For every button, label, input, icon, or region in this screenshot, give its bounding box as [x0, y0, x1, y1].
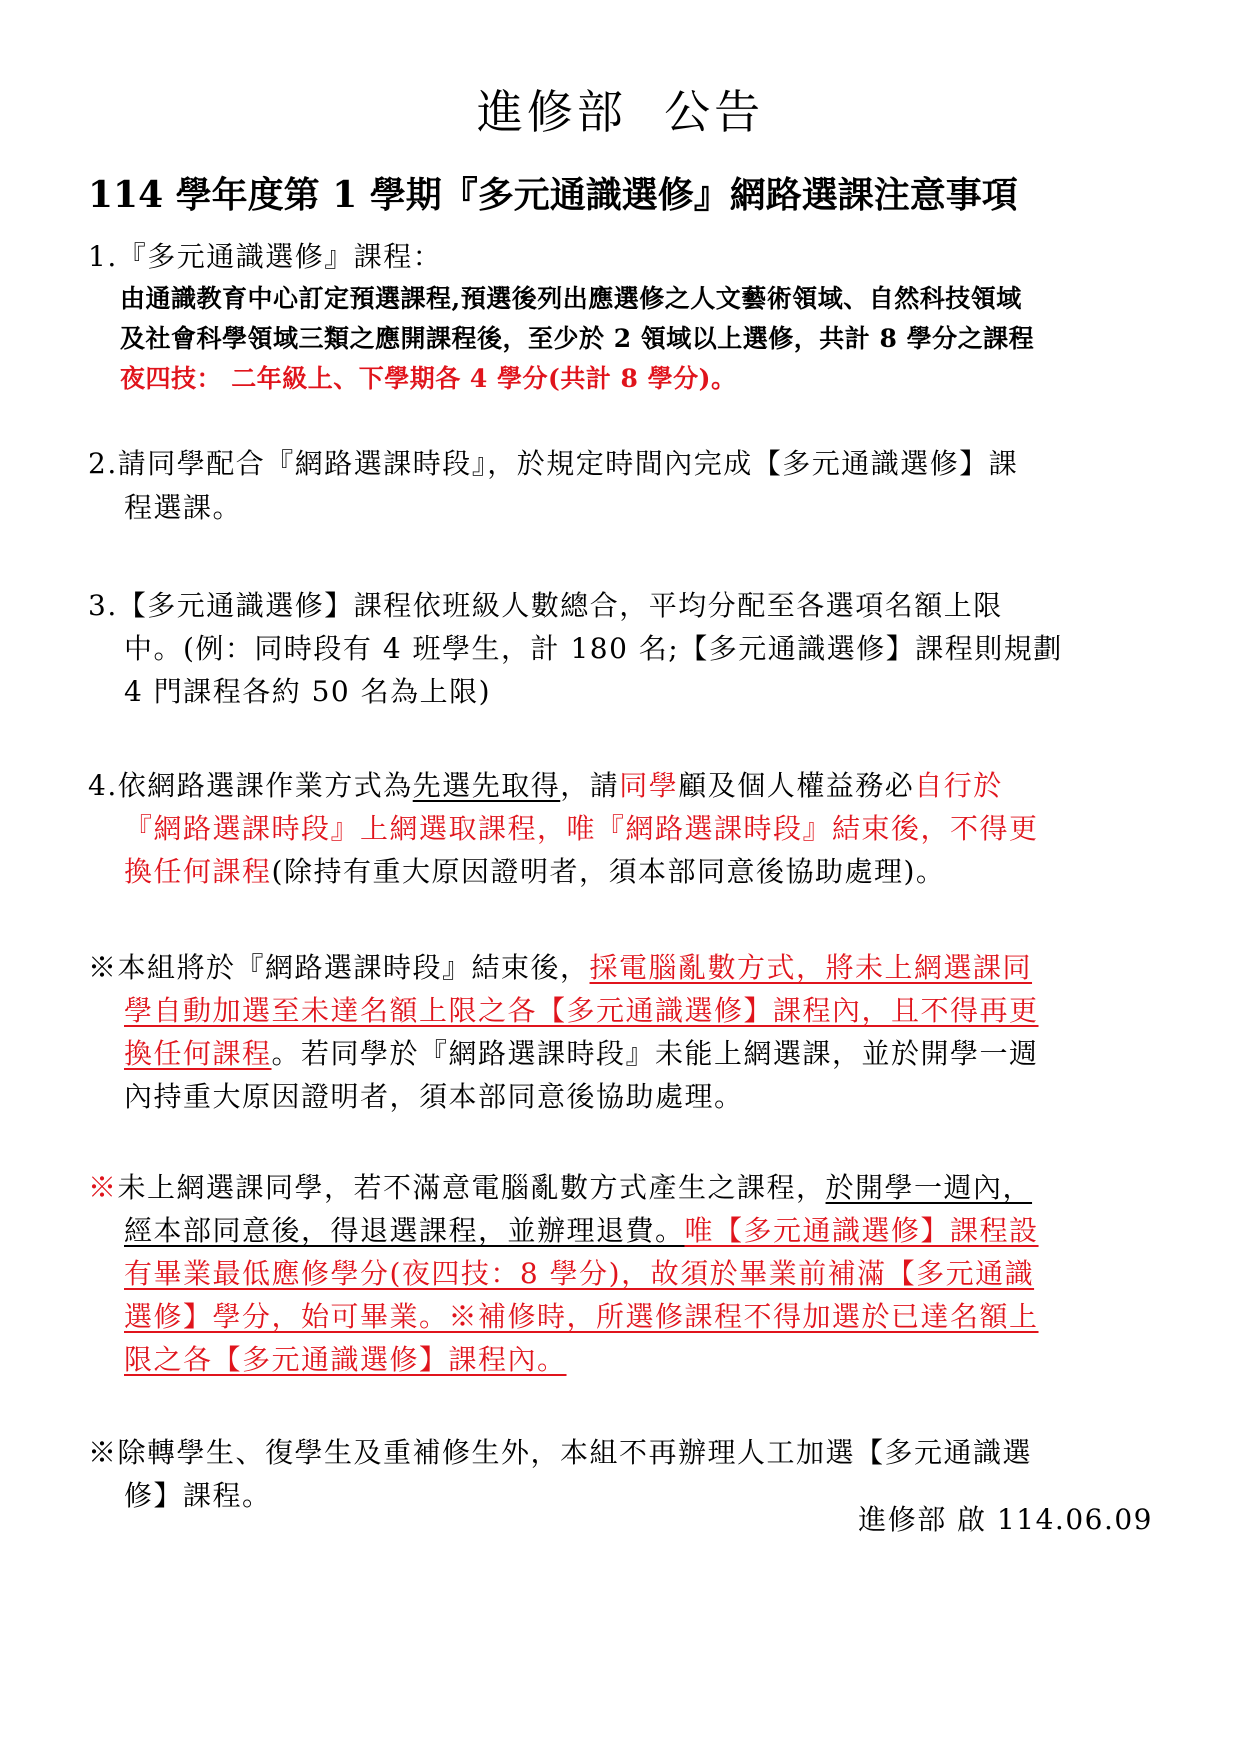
note1-line4: 內持重大原因證明者，須本部同意後協助處理。 — [124, 1080, 744, 1113]
signature: 進修部 啟 114.06.09 — [858, 1503, 1153, 1536]
item3-line1: 3.【多元通識選修】課程依班級人數總合，平均分配至各選項名額上限 — [88, 589, 1003, 622]
item4-red-self: 自行於 — [914, 769, 1003, 802]
item4-text-e: 顧及個人權益務必 — [678, 769, 915, 802]
item1-heading: 1.『多元通識選修』課程： — [88, 240, 443, 273]
page-subtitle: 114 學年度第 1 學期『多元通識選修』網路選課注意事項 — [88, 174, 1018, 216]
note2-line2 — [124, 1211, 1039, 1251]
note1-line2: 學自動加選至未達名額上限之各【多元通識選修】課程內，且不得再更 — [124, 994, 1039, 1027]
item4-red-change: 換任何課程 — [124, 855, 272, 888]
note2-line5: 限之各【多元通識選修】課程內。 — [124, 1343, 567, 1376]
note2-line3: 有畢業最低應修學分(夜四技：8 學分)，故須於畢業前補滿【多元通識 — [124, 1257, 1035, 1290]
note1-line3 — [124, 1034, 1039, 1074]
note1-red-change: 換任何課程 — [124, 1037, 272, 1070]
note2-underline-week: 於開學一週內， — [825, 1171, 1033, 1204]
page-title: 進修部 公告 — [476, 85, 765, 139]
note1-text-a: ※本組將於『網路選課時段』結束後， — [88, 951, 590, 984]
item4-text-c: ，請 — [560, 769, 620, 802]
note2-text-a: 未上網選課同學，若不滿意電腦亂數方式產生之課程， — [117, 1171, 826, 1204]
item4-line1 — [88, 766, 1003, 806]
item1-line3: 夜四技： 二年級上、下學期各 4 學分(共計 8 學分)。 — [120, 364, 737, 393]
note2-red-mark: ※ — [88, 1171, 118, 1204]
note1-text-b: 。若同學於『網路選課時段』未能上網選課，並於開學一週 — [271, 1037, 1039, 1070]
item2-line2: 程選課。 — [124, 491, 243, 524]
item4-text-a: 4.依網路選課作業方式為 — [88, 769, 413, 802]
item4-red-students: 同學 — [619, 769, 679, 802]
note2-line1 — [88, 1168, 1032, 1208]
note2-underline-refund: 並辦理退費。 — [507, 1214, 685, 1247]
note2-line4: 選修】學分，始可畢業。※補修時，所選修課程不得加選於已達名額上 — [124, 1300, 1039, 1333]
item2-line1: 2.請同學配合『網路選課時段』，於規定時間內完成【多元通識選修】課 — [88, 447, 1019, 480]
note1-red-random: 採電腦亂數方式，將未上網選課同 — [589, 951, 1033, 984]
item1-line1: 由通識教育中心訂定預選課程,預選後列出應選修之人文藝術領域、自然科技領域 — [120, 284, 1022, 313]
item1-line2: 及社會科學領域三類之應開課程後，至少於 2 領域以上選修，共計 8 學分之課程 — [120, 324, 1035, 353]
item4-line2: 『網路選課時段』上網選取課程，唯『網路選課時段』結束後，不得更 — [124, 812, 1039, 845]
note2-red-credit: 唯【多元通識選修】課程設 — [684, 1214, 1039, 1247]
note1-line1 — [88, 948, 1032, 988]
note3-line1: ※除轉學生、復學生及重補修生外，本組不再辦理人工加選【多元通識選 — [88, 1436, 1033, 1469]
item4-underline-first-come: 先選先取得 — [412, 769, 561, 802]
note2-underline-approval: 經本部同意後，得退選課程， — [124, 1214, 508, 1247]
note3-line2: 修】課程。 — [124, 1479, 272, 1512]
item3-line2: 中。(例：同時段有 4 班學生，計 180 名;【多元通識選修】課程則規劃 — [124, 632, 1063, 665]
item4-text-exception: (除持有重大原因證明者，須本部同意後協助處理)。 — [271, 855, 946, 888]
item4-line3 — [124, 852, 945, 892]
item3-line3: 4 門課程各約 50 名為上限) — [124, 675, 492, 708]
